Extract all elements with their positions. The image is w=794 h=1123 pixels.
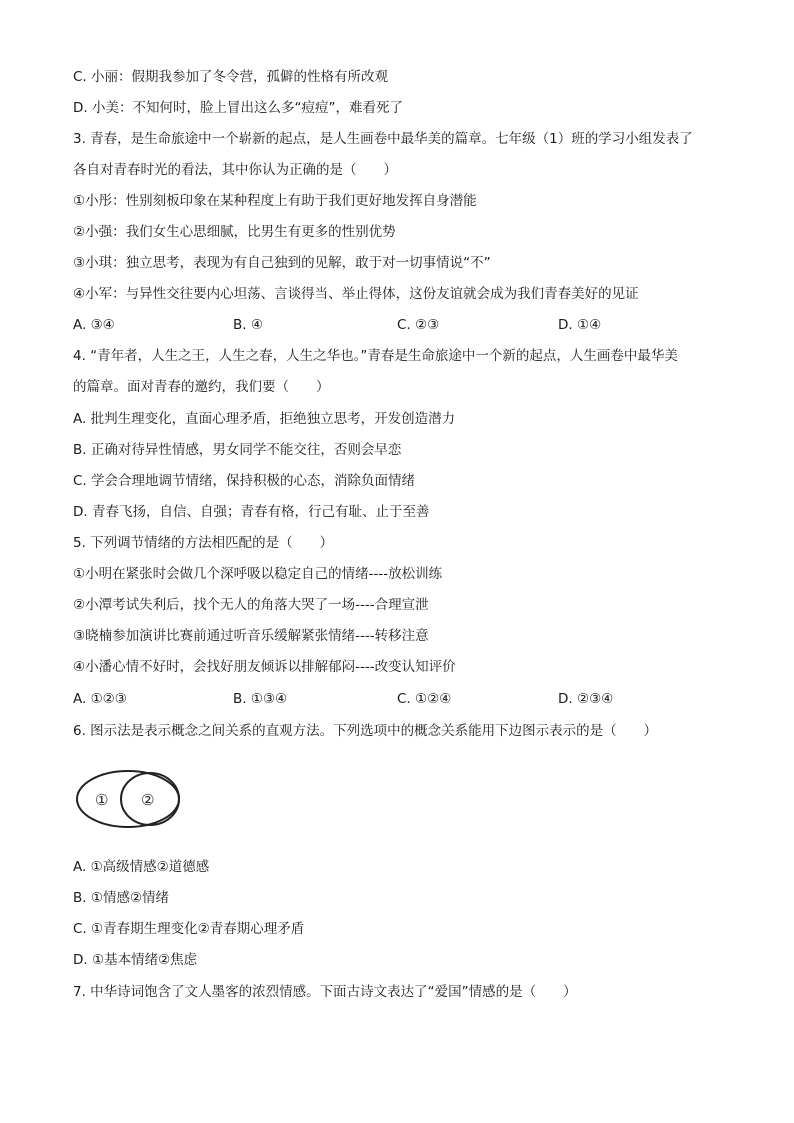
- q3-item-3: ③小琪：独立思考，表现为有自己独到的见解，敢于对一切事情说“不”: [73, 255, 491, 271]
- q5-item-1: ①小明在紧张时会做几个深呼吸以稳定自己的情绪----放松训练: [73, 566, 443, 582]
- q5-item-4: ④小潘心情不好时，会找好朋友倾诉以排解郁闷----改变认知评价: [73, 659, 456, 675]
- q4-option-d: D. 青春飞扬，自信、自强；青春有格，行己有耻、止于至善: [73, 504, 430, 520]
- q4-stem-line1: 4. “青年者，人生之王，人生之春，人生之华也。”青春是生命旅途中一个新的起点，人生画卷中最华美: [73, 348, 678, 364]
- q4-option-b: B. 正确对待异性情感，男女同学不能交往，否则会早恋: [73, 442, 402, 458]
- q6-option-c: C. ①青春期生理变化②青春期心理矛盾: [73, 921, 305, 937]
- q4-option-c: C. 学会合理地调节情绪，保持积极的心态，消除负面情绪: [73, 473, 416, 489]
- q4-option-a: A. 批判生理变化，直面心理矛盾，拒绝独立思考，开发创造潜力: [73, 411, 456, 427]
- q4-stem-line2: 的篇章。面对青春的邀约，我们要（ ）: [73, 379, 330, 395]
- q5-option-a: A. ①②③: [73, 691, 127, 707]
- q2-option-c: C. 小丽：假期我参加了冬令营，孤僻的性格有所改观: [73, 69, 389, 85]
- q5-item-2: ②小潭考试失利后，找个无人的角落大哭了一场----合理宣泄: [73, 597, 429, 613]
- inner-circle-label: ②: [141, 791, 155, 809]
- q3-item-2: ②小强：我们女生心思细腻，比男生有更多的性别优势: [73, 224, 396, 240]
- outer-circle-label: ①: [95, 791, 109, 809]
- q6-stem: 6. 图示法是表示概念之间关系的直观方法。下列选项中的概念关系能用下边图示表示的是（ ）: [73, 723, 658, 739]
- q5-option-d: D. ②③④: [558, 691, 614, 707]
- outer-circle: [77, 771, 179, 827]
- q3-stem-line2: 各自对青春时光的看法，其中你认为正确的是（ ）: [73, 162, 397, 178]
- q5-item-3: ③晓楠参加演讲比赛前通过听音乐缓解紧张情绪----转移注意: [73, 628, 429, 644]
- q5-option-c: C. ①②④: [397, 691, 452, 707]
- q3-option-c: C. ②③: [397, 317, 440, 333]
- q6-option-d: D. ①基本情绪②焦虑: [73, 952, 198, 968]
- q5-option-b: B. ①③④: [233, 691, 288, 707]
- q6-option-a: A. ①高级情感②道德感: [73, 859, 210, 875]
- q2-option-d: D. 小美：不知何时，脸上冒出这么多“痘痘”，难看死了: [73, 100, 403, 116]
- q3-stem-line1: 3. 青春，是生命旅途中一个崭新的起点，是人生画卷中最华美的篇章。七年级（1）班的学习小组发表了: [73, 131, 693, 147]
- q3-item-4: ④小军：与异性交往要内心坦荡、言谈得当、举止得体，这份友谊就会成为我们青春美好的见证: [73, 286, 639, 302]
- q7-stem: 7. 中华诗词饱含了文人墨客的浓烈情感。下面古诗文表达了“爱国”情感的是（ ）: [73, 984, 577, 1000]
- q3-item-1: ①小彤：性别刻板印象在某种程度上有助于我们更好地发挥自身潜能: [73, 193, 477, 209]
- q5-stem: 5. 下列调节情绪的方法相匹配的是（ ）: [73, 535, 334, 551]
- q3-option-a: A. ③④: [73, 317, 115, 333]
- q3-option-d: D. ①④: [558, 317, 602, 333]
- q3-option-b: B. ④: [233, 317, 263, 333]
- q6-venn-diagram: [75, 768, 185, 830]
- q6-option-b: B. ①情感②情绪: [73, 890, 170, 906]
